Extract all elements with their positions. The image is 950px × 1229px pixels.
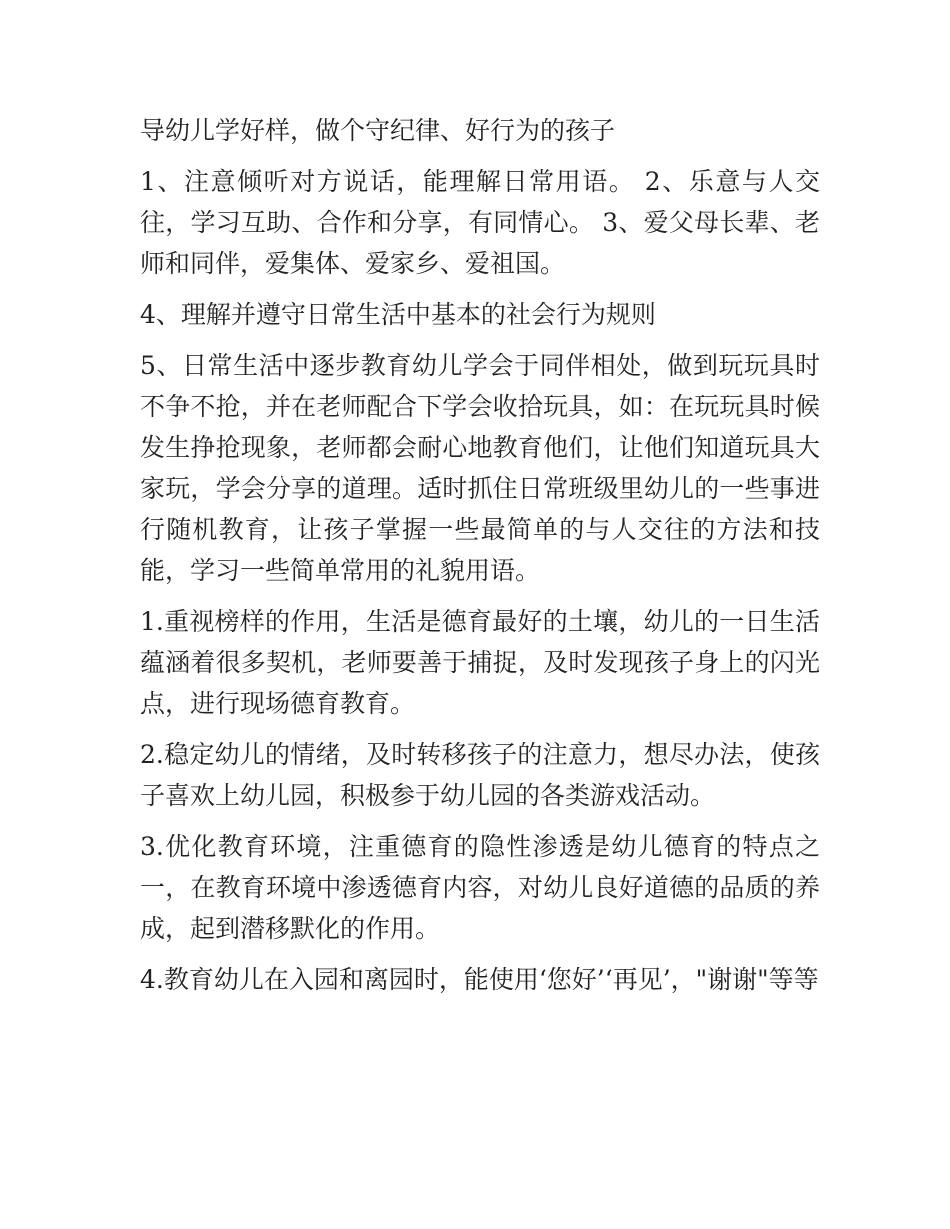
paragraph-measure-3: 3.优化教育环境，注重德育的隐性渗透是幼儿德育的特点之一，在教育环境中渗透德育内容，对幼儿良好道德的品质的养成，起到潜移默化的作用。 (140, 832, 820, 943)
paragraph-goal-4: 4、理解并遵守日常生活中基本的社会行为规则 (140, 300, 656, 329)
paragraph-goal-5: 5、日常生活中逐步教育幼儿学会于同伴相处，做到玩玩具时不争不抢，并在老师配合下学会收拾玩具，如：在玩玩具时候发生挣抢现象，老师都会耐心地教育他们，让他们知道玩具大家玩，学会分享的道理。适时抓住日常班级里幼儿的一些事进行随机教育，让孩子掌握一些最简单的与人交往的方法和技能，学习一些简单常用的礼貌用语。 (140, 351, 820, 585)
paragraph-intro: 导幼儿学好样，做个守纪律、好行为的孩子 (140, 116, 616, 145)
document-body (140, 110, 820, 1010)
paragraph-goals-1-3: 1、注意倾听对方说话，能理解日常用语。 2、乐意与人交往，学习互助、合作和分享，有同情心。 3、爱父母长辈、老师和同伴，爱集体、爱家乡、爱祖国。 (140, 167, 820, 278)
paragraph-measure-1: 1.重视榜样的作用，生活是德育最好的土壤，幼儿的一日生活蕴涵着很多契机，老师要善于捕捉，及时发现孩子身上的闪光点，进行现场德育教育。 (140, 607, 820, 718)
paragraph-measure-4: 4.教育幼儿在入园和离园时，能使用‘您好’‘再见’，"谢谢"等等 (140, 965, 819, 994)
paragraph-measure-2: 2.稳定幼儿的情绪，及时转移孩子的注意力，想尽办法，使孩子喜欢上幼儿园，积极参于幼儿园的各类游戏活动。 (140, 740, 820, 810)
